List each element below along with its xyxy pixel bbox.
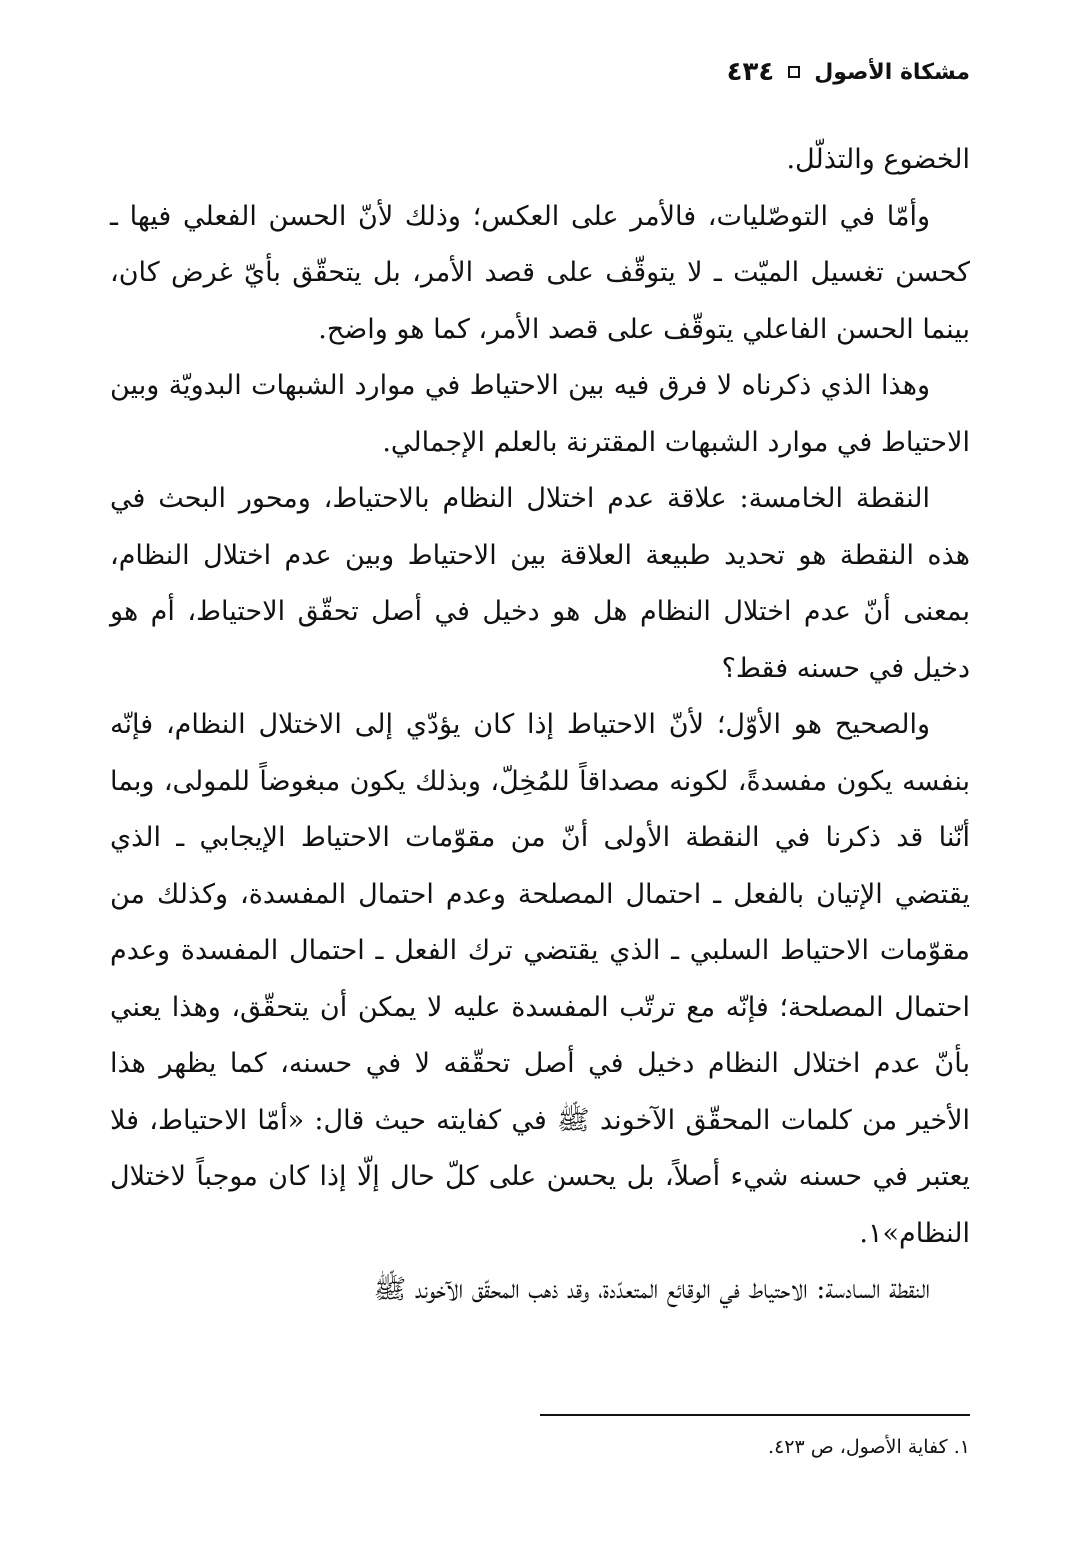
book-title: مشكاة الأصول <box>814 59 970 85</box>
page-number: ٤٣٤ <box>726 57 775 87</box>
paragraph-6: النقطة السادسة: الاحتياط في الوقائع المتعدّدة، وقد ذهب المحقّق الآخوند ﷺ <box>373 1274 930 1305</box>
header-separator-box <box>788 66 800 78</box>
paragraph-2: وأمّا في التوصّليات، فالأمر على العكس؛ وذلك لأنّ الحسن الفعلي فيها ـ كحسن تغسيل الميّت ـ لا يتوقّف على قصد الأمر، بل يتحقّق بأيّ غرض كان، بينما الحسن الفاعلي يتوقّف على قصد الأمر، كما هو واضح. <box>110 200 970 345</box>
paragraph-4: النقطة الخامسة: علاقة عدم اختلال النظام بالاحتياط، ومحور البحث في هذه النقطة هو تحديد طبيعة العلاقة بين الاحتياط وبين عدم اختلال النظام، بمعنى أنّ عدم اختلال النظام هل هو دخيل في أصل تحقّق الاحتياط، أم هو دخيل في حسنه فقط؟ <box>110 483 970 684</box>
footnote: ١. كفاية الأصول، ص ٤٢٣. <box>768 1436 970 1458</box>
paragraph-3: وهذا الذي ذكرناه لا فرق فيه بين الاحتياط في موارد الشبهات البدويّة وبين الاحتياط في موارد الشبهات المقترنة بالعلم الإجمالي. <box>110 370 970 458</box>
body-text <box>110 132 970 1319</box>
footnote-divider <box>540 1414 970 1416</box>
running-header <box>727 52 970 92</box>
paragraph-1: الخضوع والتذلّل. <box>786 144 970 175</box>
paragraph-5: والصحيح هو الأوّل؛ لأنّ الاحتياط إذا كان يؤدّي إلى الاختلال النظام، فإنّه بنفسه يكون مفسدةً، لكونه مصداقاً للمُخِلّ، وبذلك يكون مبغوضاً للمولى، وبما أنّنا قد ذكرنا في النقطة الأولى أنّ من مقوّمات الاحتياط الإيجابي ـ الذي يقتضي الإتيان بالفعل ـ احتمال المصلحة وعدم احتمال المفسدة، وكذلك من مقوّمات الاحتياط السلبي ـ الذي يقتضي ترك الفعل ـ احتمال المفسدة وعدم احتمال المصلحة؛ فإنّه مع ترتّب المفسدة عليه لا يمكن أن يتحقّق، وهذا يعني بأنّ عدم اختلال النظام دخيل في أصل تحقّقه لا في حسنه، كما يظهر هذا الأخير من كلمات المحقّق الآخوند ﷺ في كفايته حيث قال: «أمّا الاحتياط، فلا يعتبر في حسنه شيء أصلاً، بل يحسن على كلّ حال إلّا إذا كان موجباً لاختلال النظام»١. <box>110 709 970 1249</box>
